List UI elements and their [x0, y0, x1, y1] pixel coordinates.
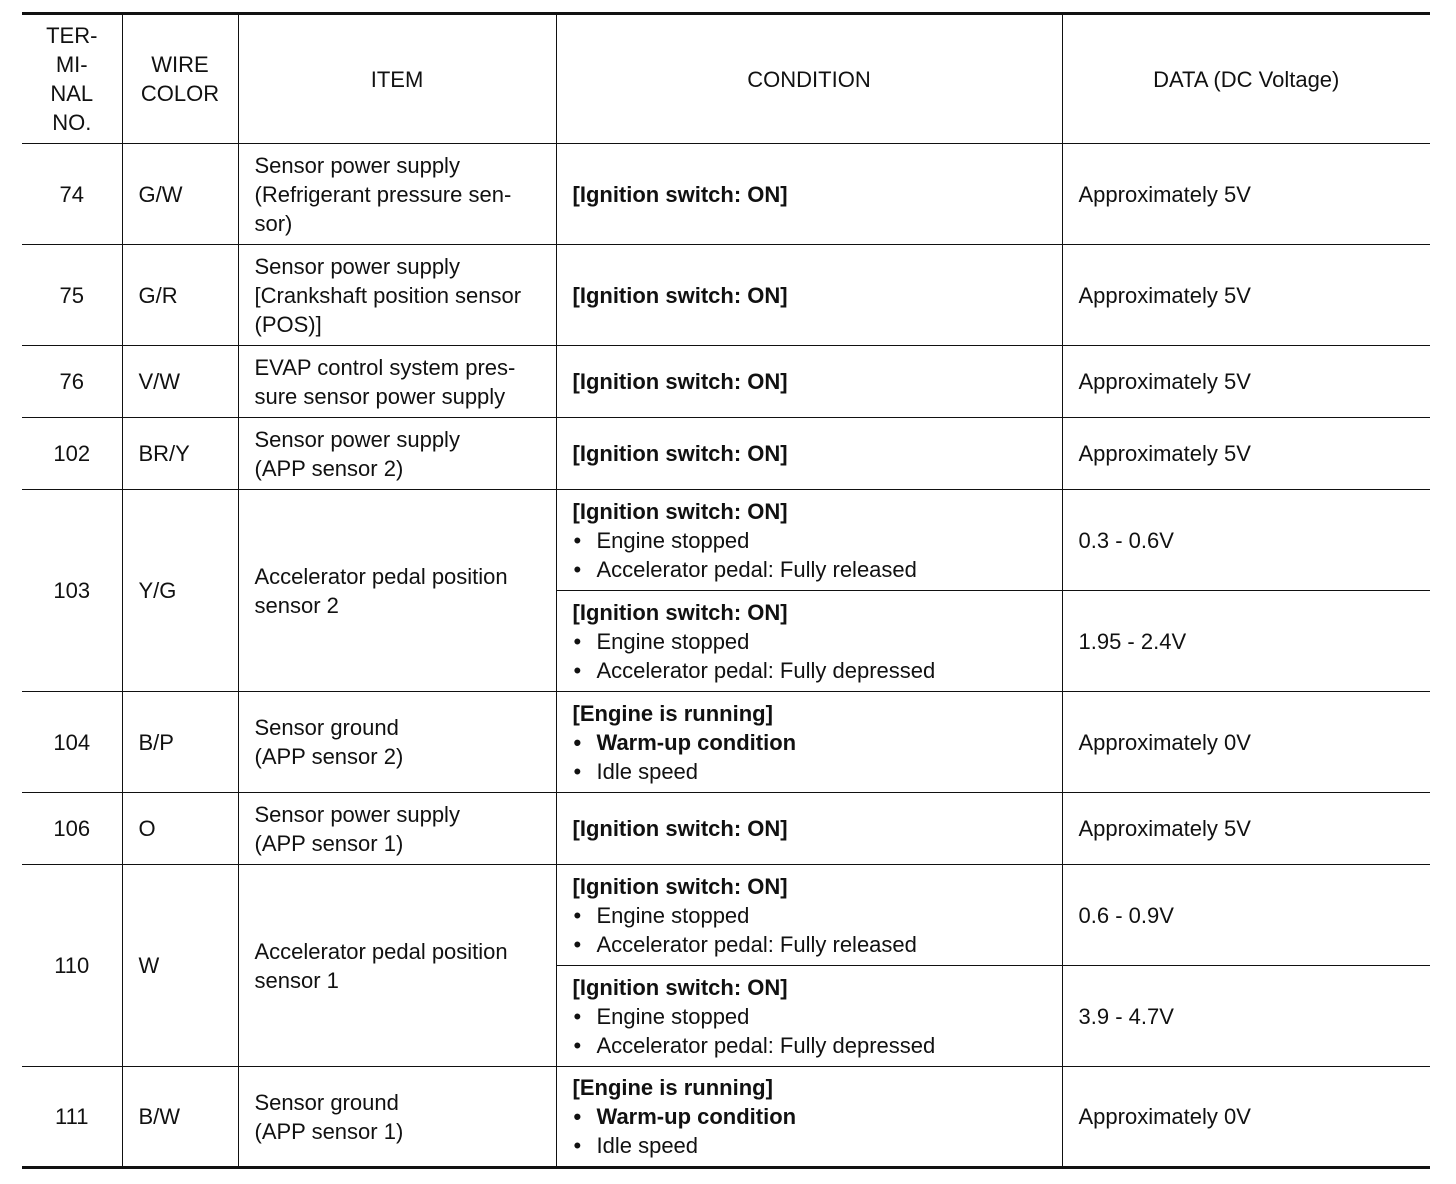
item-cell: Accelerator pedal position sensor 1 — [238, 865, 556, 1067]
wire-color-cell: W — [122, 865, 238, 1067]
item-cell: Sensor power supply (Refrigerant pressure sen- sor) — [238, 144, 556, 245]
header-terminal-label: TER- MI- NAL NO. — [46, 23, 98, 135]
item-cell: Sensor ground (APP sensor 1) — [238, 1067, 556, 1168]
terminal-no-cell: 103 — [22, 490, 122, 692]
voltage-data-cell: Approximately 0V — [1062, 1067, 1430, 1168]
voltage-data-cell: Approximately 5V — [1062, 346, 1430, 418]
condition-bullet: • Accelerator pedal: Fully depressed — [573, 1031, 1046, 1060]
terminal-data-table — [22, 12, 1430, 1169]
item-cell: Sensor ground (APP sensor 2) — [238, 692, 556, 793]
table-body — [22, 144, 1430, 1168]
terminal-no-cell: 106 — [22, 793, 122, 865]
voltage-data-cell: Approximately 5V — [1062, 793, 1430, 865]
voltage-data-cell: Approximately 5V — [1062, 418, 1430, 490]
terminal-no-cell: 104 — [22, 692, 122, 793]
condition-bullet: • Engine stopped — [573, 901, 1046, 930]
condition-cell — [556, 1067, 1062, 1168]
terminal-no-cell: 74 — [22, 144, 122, 245]
condition-cell — [556, 346, 1062, 418]
voltage-data-cell: 1.95 - 2.4V — [1062, 591, 1430, 692]
table-row — [22, 692, 1430, 793]
condition-heading: [Ignition switch: ON] — [572, 816, 788, 841]
table-row — [22, 144, 1430, 245]
condition-bullet: • Idle speed — [573, 1131, 1046, 1160]
condition-heading: [Ignition switch: ON] — [572, 873, 788, 899]
condition-bullet: • Engine stopped — [573, 526, 1046, 555]
terminal-no-cell: 75 — [22, 245, 122, 346]
voltage-data-cell: Approximately 5V — [1062, 144, 1430, 245]
wire-color-cell: B/P — [122, 692, 238, 793]
condition-heading: [Ignition switch: ON] — [572, 282, 788, 308]
header-item-label: ITEM — [370, 66, 424, 92]
condition-cell — [556, 144, 1062, 245]
condition-heading: [Ignition switch: ON] — [572, 974, 788, 1000]
wire-color-cell: Y/G — [122, 490, 238, 692]
condition-heading: [Ignition switch: ON] — [572, 369, 788, 394]
table-row — [22, 346, 1430, 418]
item-cell: Sensor power supply (APP sensor 1) — [238, 793, 556, 865]
condition-bullet: • Accelerator pedal: Fully released — [573, 930, 1046, 959]
header-terminal-no — [22, 14, 122, 144]
header-item — [238, 14, 556, 144]
condition-cell — [556, 966, 1062, 1067]
item-cell: Accelerator pedal position sensor 2 — [238, 490, 556, 692]
wire-color-cell: B/W — [122, 1067, 238, 1168]
table-row — [22, 793, 1430, 865]
table-row — [22, 865, 1430, 966]
table-row — [22, 490, 1430, 591]
condition-bullet: • Accelerator pedal: Fully released — [573, 555, 1046, 584]
terminal-no-cell: 102 — [22, 418, 122, 490]
condition-bullet: • Engine stopped — [573, 627, 1046, 656]
condition-heading: [Engine is running] — [572, 1075, 773, 1100]
voltage-data-cell: Approximately 0V — [1062, 692, 1430, 793]
item-cell: Sensor power supply [Crankshaft position sensor (POS)] — [238, 245, 556, 346]
table-row — [22, 418, 1430, 490]
header-wire-label: WIRE COLOR — [140, 52, 220, 106]
condition-heading: [Ignition switch: ON] — [572, 181, 788, 207]
voltage-data-cell: 3.9 - 4.7V — [1062, 966, 1430, 1067]
condition-cell — [556, 692, 1062, 793]
condition-heading: [Ignition switch: ON] — [572, 441, 788, 466]
condition-cell — [556, 591, 1062, 692]
condition-cell — [556, 793, 1062, 865]
terminal-no-cell: 111 — [22, 1067, 122, 1168]
header-condition — [556, 14, 1062, 144]
table-row — [22, 245, 1430, 346]
wire-color-cell: G/R — [122, 245, 238, 346]
wire-color-cell: BR/Y — [122, 418, 238, 490]
wire-color-cell: O — [122, 793, 238, 865]
voltage-data-cell: 0.3 - 0.6V — [1062, 490, 1430, 591]
wire-color-cell: G/W — [122, 144, 238, 245]
condition-bullet: • Accelerator pedal: Fully depressed — [573, 656, 1046, 685]
condition-cell — [556, 245, 1062, 346]
terminal-no-cell: 76 — [22, 346, 122, 418]
wire-color-cell: V/W — [122, 346, 238, 418]
condition-bullet: • Idle speed — [573, 757, 1046, 786]
header-row — [22, 14, 1430, 144]
condition-heading: [Engine is running] — [572, 700, 773, 726]
header-condition-label: CONDITION — [747, 66, 871, 92]
condition-bullet: • Engine stopped — [573, 1002, 1046, 1031]
condition-heading: [Ignition switch: ON] — [572, 599, 788, 625]
terminal-no-cell: 110 — [22, 865, 122, 1067]
header-data — [1062, 14, 1430, 144]
voltage-data-cell: 0.6 - 0.9V — [1062, 865, 1430, 966]
table-row — [22, 1067, 1430, 1168]
voltage-data-cell: Approximately 5V — [1062, 245, 1430, 346]
condition-cell — [556, 865, 1062, 966]
condition-heading: [Ignition switch: ON] — [572, 498, 788, 524]
condition-bullet: • Warm-up condition — [573, 728, 1046, 757]
item-cell: Sensor power supply (APP sensor 2) — [238, 418, 556, 490]
item-cell: EVAP control system pres- sure sensor power supply — [238, 346, 556, 418]
header-data-label: DATA (DC Voltage) — [1153, 66, 1340, 92]
condition-cell — [556, 418, 1062, 490]
condition-cell — [556, 490, 1062, 591]
condition-bullet: • Warm-up condition — [573, 1102, 1046, 1131]
header-wire-color — [122, 14, 238, 144]
